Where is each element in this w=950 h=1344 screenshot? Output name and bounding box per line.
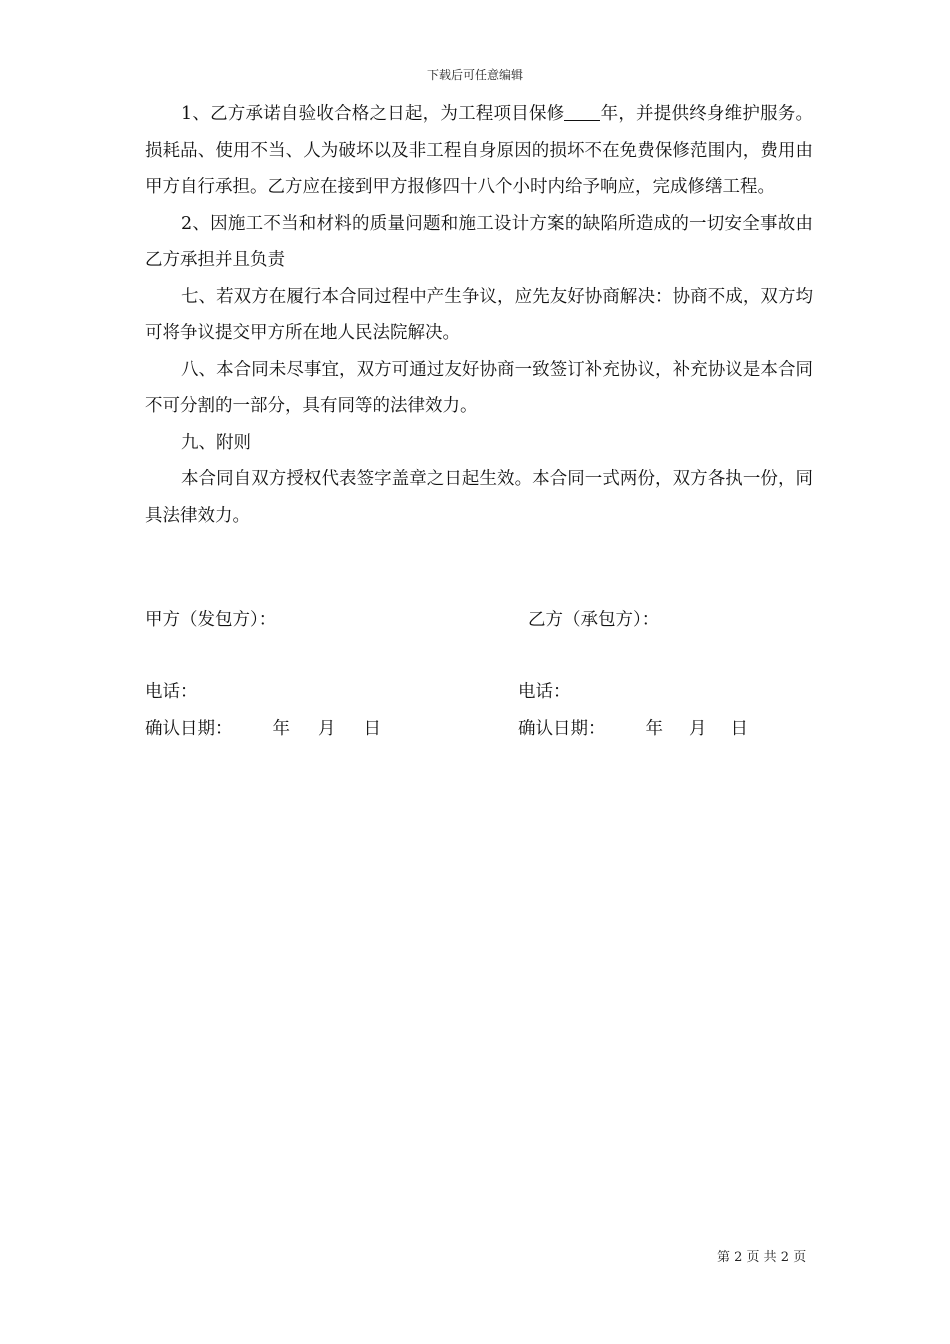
date-b-label: 确认日期：	[518, 719, 606, 739]
date-row	[145, 715, 813, 741]
page-footer: 第 2 页 共 2 页	[717, 1250, 807, 1265]
party-a-label: 甲方（发包方）：	[145, 610, 277, 630]
warranty-years-blank[interactable]	[564, 102, 600, 121]
date-b	[518, 715, 748, 740]
clause-safety: 2、因施工不当和材料的质量问题和施工设计方案的缺陷所造成的一切安全事故由乙方承担并且负责	[145, 213, 813, 270]
phone-row	[145, 678, 813, 704]
clause-warranty-text-start: 1、乙方承诺自验收合格之日起，为工程项目保修	[181, 104, 565, 124]
date-b-day: 日	[730, 719, 748, 739]
clause-supplement: 八、本合同未尽事宜，双方可通过友好协商一致签订补充协议，补充协议是本合同不可分割的一部分，具有同等的法律效力。	[145, 359, 813, 416]
party-row	[145, 606, 813, 632]
date-a-label: 确认日期：	[145, 719, 233, 739]
clause-dispute: 七、若双方在履行本合同过程中产生争议，应先友好协商解决：协商不成，双方均可将争议提交甲方所在地人民法院解决。	[145, 286, 813, 343]
date-a-year: 年	[272, 719, 290, 739]
date-a-month: 月	[318, 719, 336, 739]
date-b-year: 年	[645, 719, 663, 739]
phone-a-label: 电话：	[145, 682, 198, 702]
date-a	[145, 715, 381, 740]
page-header: 下载后可任意编辑	[426, 68, 523, 82]
date-b-month: 月	[689, 719, 707, 739]
clause-appendix-heading: 九、附则	[181, 432, 251, 453]
contract-body	[145, 96, 813, 534]
party-b-label: 乙方（承包方）：	[528, 610, 660, 630]
clause-appendix-text: 本合同自双方授权代表签字盖章之日起生效。本合同一式两份，双方各执一份，同具法律效力。	[145, 469, 813, 526]
phone-b-label: 电话：	[518, 682, 571, 702]
clause-warranty	[145, 96, 813, 206]
clause-warranty-text-end: 年，并提供终身维护服务。损耗品、使用不当、人为破坏以及非工程自身原因的损坏不在免费保修范围内，费用由甲方自行承担。乙方应在接到甲方报修四十八个小时内给予响应，完成修缮工程。	[145, 104, 814, 197]
date-a-day: 日	[363, 719, 381, 739]
